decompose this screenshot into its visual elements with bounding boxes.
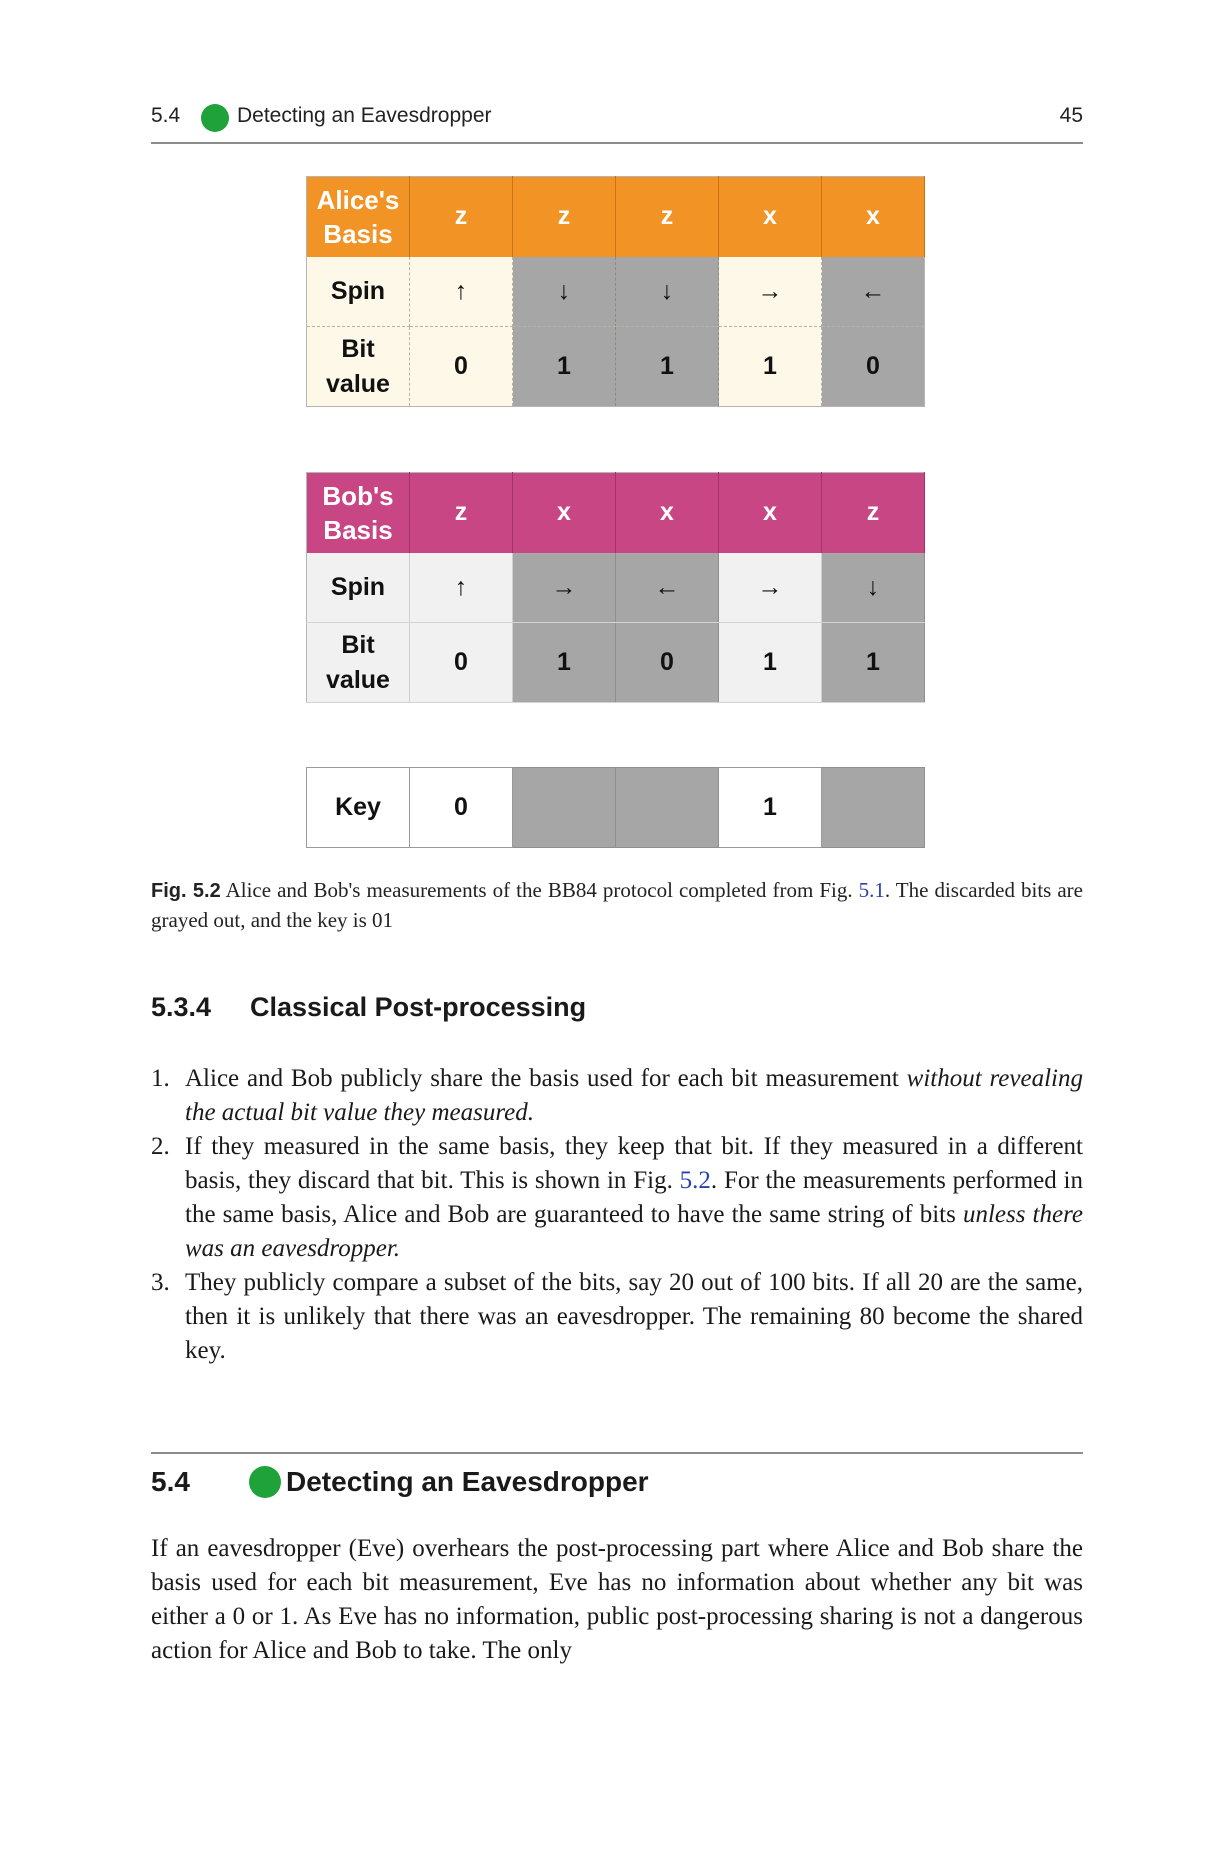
- figure-label: Fig. 5.2: [151, 880, 221, 902]
- alice-bit-cell: 0: [410, 327, 513, 407]
- bob-basis-cell: z: [410, 473, 513, 553]
- green-dot-icon: [201, 104, 229, 132]
- key-label: Key: [307, 768, 410, 848]
- alice-bit-cell: 1: [513, 327, 616, 407]
- alice-spin-cell: ↓: [513, 257, 616, 327]
- header-section-number: 5.4: [151, 104, 181, 127]
- section-title: Detecting an Eavesdropper: [286, 1466, 649, 1497]
- figure-caption: [151, 876, 1083, 935]
- bob-bit-cell: 1: [822, 623, 925, 703]
- bob-basis-label: Bob's Basis: [307, 473, 410, 553]
- bob-basis-row: [307, 473, 925, 553]
- bob-basis-cell: z: [822, 473, 925, 553]
- key-table: [306, 767, 925, 848]
- list-number: 1.: [151, 1065, 170, 1092]
- list-number: 2.: [151, 1133, 170, 1160]
- header-chapter-title: Detecting an Eavesdropper: [237, 104, 492, 127]
- bob-spin-row: [307, 553, 925, 623]
- bob-spin-cell: ←: [616, 553, 719, 623]
- section-divider: [151, 1452, 1083, 1454]
- bob-basis-cell: x: [513, 473, 616, 553]
- bob-spin-cell: ↓: [822, 553, 925, 623]
- alice-bit-cell: 1: [616, 327, 719, 407]
- alice-basis-cell: z: [513, 177, 616, 257]
- caption-text-end: . The discarded bits are grayed out, and the key is 01: [151, 878, 1083, 932]
- list-item: 1. Alice and Bob publicly share the basis used for each bit measurement without revealing the actual bit value they measured.: [151, 1062, 1083, 1130]
- bob-basis-cell: x: [616, 473, 719, 553]
- alice-basis-cell: z: [410, 177, 513, 257]
- key-cell-discarded: [822, 768, 925, 848]
- list-number: 3.: [151, 1269, 170, 1296]
- figure-link[interactable]: 5.2: [679, 1167, 711, 1194]
- alice-bit-row: [307, 327, 925, 407]
- list-item: 3. They publicly compare a subset of the bits, say 20 out of 100 bits. If all 20 are the same, then it is unlikely that there was an eavesdropper. The remaining 80 become the shared key.: [151, 1266, 1083, 1368]
- bob-measurement-table: [306, 472, 925, 703]
- bob-spin-cell: →: [513, 553, 616, 623]
- alice-basis-label: Alice's Basis: [307, 177, 410, 257]
- page-number: 45: [1059, 104, 1083, 127]
- section-heading: [151, 1466, 1083, 1506]
- key-row: [307, 768, 925, 848]
- alice-basis-cell: x: [719, 177, 822, 257]
- alice-spin-row: [307, 257, 925, 327]
- bob-basis-cell: x: [719, 473, 822, 553]
- alice-spin-label: Spin: [307, 257, 410, 327]
- caption-text: Alice and Bob's measurements of the BB84 protocol completed from Fig.: [220, 878, 859, 902]
- bob-spin-label: Spin: [307, 553, 410, 623]
- bob-bit-cell: 0: [410, 623, 513, 703]
- alice-basis-cell: x: [822, 177, 925, 257]
- alice-spin-cell: ←: [822, 257, 925, 327]
- subsection-title: Classical Post-processing: [250, 992, 587, 1022]
- subsection-heading: [151, 992, 1083, 1023]
- numbered-list: [151, 1062, 1083, 1368]
- alice-bit-cell: 1: [719, 327, 822, 407]
- bob-bit-cell: 1: [719, 623, 822, 703]
- green-dot-icon: [249, 1466, 281, 1498]
- bob-spin-cell: →: [719, 553, 822, 623]
- alice-bit-cell: 0: [822, 327, 925, 407]
- list-item: 2. If they measured in the same basis, they keep that bit. If they measured in a different basis, they discard that bit. This is shown in Fig. 5.2. For the measurements performed in the same basis, Alice and Bob are guaranteed to have the same string of bits unless there was an eavesdropper.: [151, 1130, 1083, 1266]
- alice-bit-label: Bit value: [307, 327, 410, 407]
- bob-bit-cell: 1: [513, 623, 616, 703]
- key-cell-discarded: [513, 768, 616, 848]
- alice-basis-row: [307, 177, 925, 257]
- key-cell: 1: [719, 768, 822, 848]
- alice-measurement-table: [306, 176, 925, 407]
- bob-bit-cell: 0: [616, 623, 719, 703]
- bob-bit-label: Bit value: [307, 623, 410, 703]
- key-cell: 0: [410, 768, 513, 848]
- bob-bit-row: [307, 623, 925, 703]
- alice-spin-cell: ↓: [616, 257, 719, 327]
- bob-spin-cell: ↑: [410, 553, 513, 623]
- section-number: 5.4: [151, 1466, 190, 1497]
- subsection-number: 5.3.4: [151, 992, 212, 1022]
- key-cell-discarded: [616, 768, 719, 848]
- alice-basis-cell: z: [616, 177, 719, 257]
- running-header: [151, 104, 1083, 144]
- figure-link[interactable]: 5.1: [858, 878, 885, 902]
- body-paragraph: If an eavesdropper (Eve) overhears the post-processing part where Alice and Bob share the basis used for each bit measurement, Eve has no information about whether any bit was either a 0 or 1. As Eve has no information, public post-processing sharing is not a dangerous action for Alice and Bob to take. The only: [151, 1535, 1083, 1664]
- alice-spin-cell: →: [719, 257, 822, 327]
- alice-spin-cell: ↑: [410, 257, 513, 327]
